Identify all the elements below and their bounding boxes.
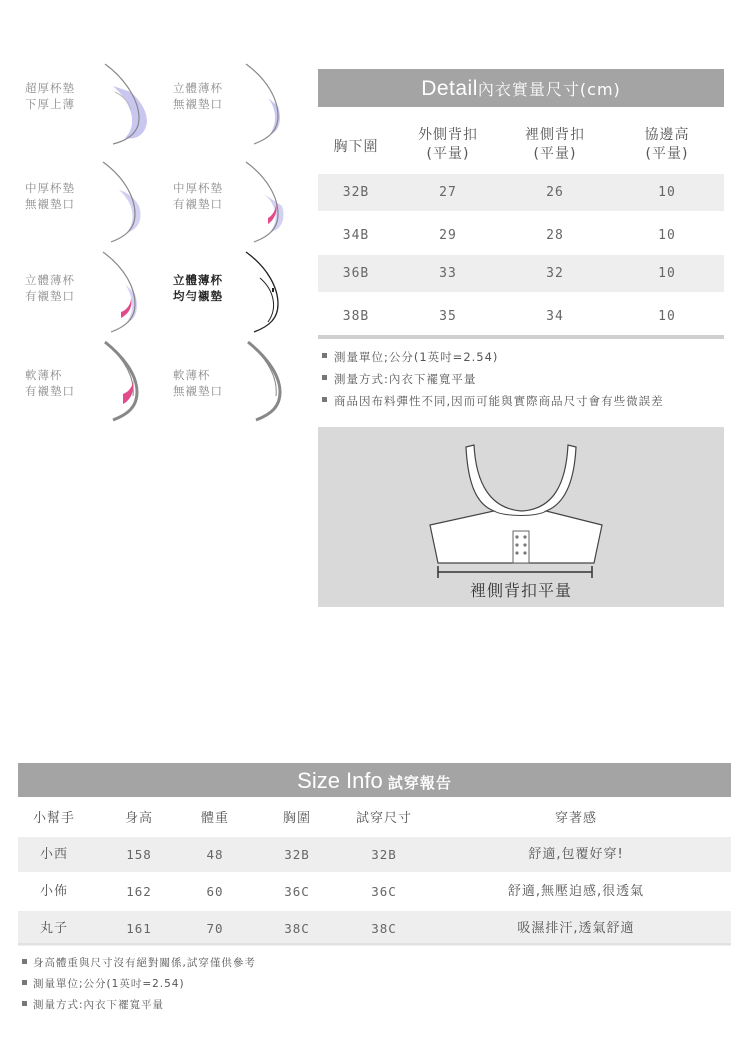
detail-cell: 10 xyxy=(658,185,676,200)
cup-label: 軟薄杯 有襯墊口 xyxy=(25,368,75,398)
size-title-zh: 試穿報告 xyxy=(387,774,452,792)
detail-cell: 34 xyxy=(546,309,564,324)
size-col-header: 體重 xyxy=(200,811,229,826)
detail-divider xyxy=(318,335,724,339)
size-cell: 32B xyxy=(371,847,397,862)
detail-row xyxy=(318,255,724,292)
size-cell: 158 xyxy=(126,847,152,862)
size-cell: 小佈 xyxy=(39,884,68,899)
detail-cell: 26 xyxy=(546,185,564,200)
cup-label: 立體薄杯 無襯墊口 xyxy=(173,81,223,111)
detail-cell: 33 xyxy=(439,266,457,281)
detail-cell: 28 xyxy=(546,228,564,243)
detail-row xyxy=(318,174,724,211)
detail-cell: 32B xyxy=(342,185,370,200)
cup-label-selected: 立體薄杯 均勻襯墊 xyxy=(173,273,223,303)
size-cell: 36C xyxy=(284,884,310,899)
cup-outline-selected-icon xyxy=(238,250,308,336)
size-col-header: 小幫手 xyxy=(32,811,75,826)
size-note: 測量方式:內衣下襬寬平量 xyxy=(22,997,164,1012)
size-cell: 36C xyxy=(371,884,397,899)
detail-note: 測量單位;公分(1英吋=2.54) xyxy=(322,349,498,365)
detail-cell: 10 xyxy=(658,309,676,324)
size-row xyxy=(18,837,731,872)
detail-col-header: 外側背扣 (平量) xyxy=(418,127,478,162)
size-col-header: 穿著感 xyxy=(554,811,597,826)
size-cell: 70 xyxy=(206,921,224,936)
detail-title-en: Detail xyxy=(421,77,478,100)
detail-cell: 10 xyxy=(658,266,676,281)
detail-row xyxy=(318,298,724,335)
detail-header xyxy=(318,69,724,107)
detail-cell: 27 xyxy=(439,185,457,200)
size-col-header: 胸圍 xyxy=(282,811,311,826)
cup-medium-pad-icon xyxy=(95,160,165,246)
cup-thick-bottom-icon xyxy=(95,62,165,148)
size-col-header: 身高 xyxy=(124,811,153,826)
detail-cell: 38B xyxy=(342,309,370,324)
cup-thin-pocket-icon xyxy=(95,250,165,336)
cup-label: 立體薄杯 有襯墊口 xyxy=(25,273,75,303)
cup-medium-pocket-icon xyxy=(238,160,308,246)
size-title-en: Size Info xyxy=(297,768,383,793)
detail-cell: 29 xyxy=(439,228,457,243)
detail-title-zh: 內衣實量尺寸(cm) xyxy=(477,80,621,99)
detail-row xyxy=(318,217,724,254)
detail-col-header: 胸下圍 xyxy=(333,139,379,155)
size-note: 身高體重與尺寸沒有絕對關係,試穿僅供參考 xyxy=(22,955,256,970)
detail-cell: 35 xyxy=(439,309,457,324)
size-note: 測量單位;公分(1英吋=2.54) xyxy=(22,976,185,991)
detail-cell: 32 xyxy=(546,266,564,281)
cup-label: 中厚杯墊 無襯墊口 xyxy=(25,181,75,211)
size-info-header xyxy=(18,763,731,797)
size-cell: 38C xyxy=(284,921,310,936)
size-cell: 丸子 xyxy=(39,921,68,936)
size-cell: 吸濕排汗,透氣舒適 xyxy=(517,921,635,936)
diagram-label: 裡側背扣平量 xyxy=(469,581,572,600)
size-cell: 161 xyxy=(126,921,152,936)
cup-label: 軟薄杯 無襯墊口 xyxy=(173,368,223,398)
cup-label: 中厚杯墊 有襯墊口 xyxy=(173,181,223,211)
size-cell: 38C xyxy=(371,921,397,936)
detail-col-header: 協邊高 (平量) xyxy=(644,127,690,162)
cup-soft-pocket-icon xyxy=(95,338,165,424)
size-cell: 48 xyxy=(206,847,224,862)
size-cell: 162 xyxy=(126,884,152,899)
size-cell: 32B xyxy=(284,847,310,862)
detail-cell: 10 xyxy=(658,228,676,243)
detail-note: 商品因布料彈性不同,因而可能與實際商品尺寸會有些微誤差 xyxy=(322,393,664,409)
detail-col-header: 裡側背扣 (平量) xyxy=(525,127,585,162)
size-cell: 60 xyxy=(206,884,224,899)
size-divider xyxy=(18,943,731,945)
size-cell: 舒適,包覆好穿! xyxy=(528,847,624,862)
size-cell: 舒適,無壓迫感,很透氣 xyxy=(507,884,645,899)
cup-label: 超厚杯墊 下厚上薄 xyxy=(25,81,75,111)
size-col-header: 試穿尺寸 xyxy=(355,811,412,826)
size-header-row xyxy=(18,801,731,836)
size-row xyxy=(18,874,731,909)
detail-cell: 34B xyxy=(342,228,370,243)
measurement-diagram xyxy=(318,427,724,607)
cup-thin-pad-icon xyxy=(238,62,308,148)
detail-note: 測量方式:內衣下襬寬平量 xyxy=(322,371,476,387)
detail-cell: 36B xyxy=(342,266,370,281)
size-cell: 小西 xyxy=(39,847,68,862)
size-row xyxy=(18,911,731,946)
cup-soft-none-icon xyxy=(238,338,308,424)
